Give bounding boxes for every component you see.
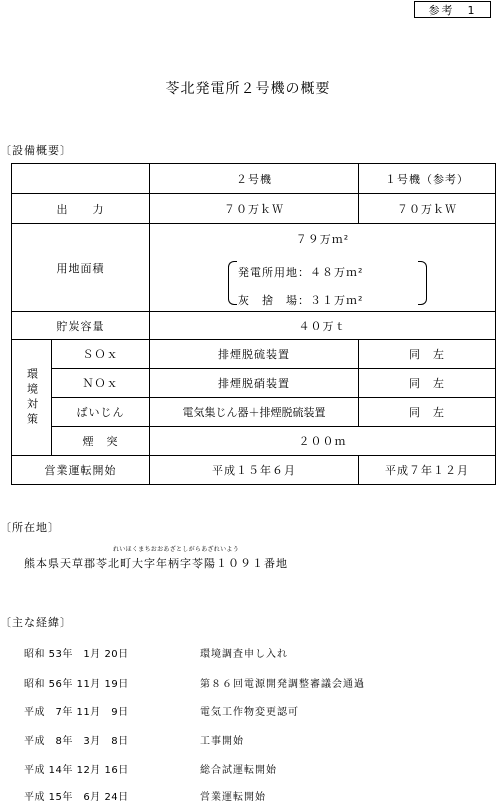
address: 熊本県天草郡苓北町大字年柄字苓陽１０９１番地 — [24, 557, 288, 570]
chimney-label: 煙 突 — [52, 427, 150, 456]
table-header-row — [12, 164, 496, 194]
history-event: 総合試運転開始 — [200, 765, 277, 776]
header-blank-cell — [12, 164, 150, 194]
dust-unit2: 電気集じん器＋排煙脱硫装置 — [150, 398, 359, 427]
history-event: 第８６回電源開発調整審議会通過 — [200, 679, 365, 690]
history-item — [24, 761, 277, 776]
address-ruby: れいほくまちおおあざとしがらあざれいよう — [113, 546, 240, 553]
dust-label: ばいじん — [52, 398, 150, 427]
history-event: 工事開始 — [200, 736, 244, 747]
output-label: 出 力 — [12, 194, 150, 224]
history-event: 営業運転開始 — [200, 792, 266, 803]
nox-unit2: 排煙脱硝装置 — [150, 369, 359, 398]
table-row-nox — [12, 369, 496, 398]
location-heading: 〔所在地〕 — [0, 521, 60, 534]
history-item — [24, 788, 266, 803]
coal-storage-value: ４０万ｔ — [150, 312, 496, 340]
sox-unit1: 同 左 — [359, 340, 496, 369]
history-date: 平成 14年 12月 16日 — [24, 765, 129, 776]
spec-table — [11, 163, 496, 485]
history-date: 平成 7年 11月 9日 — [24, 707, 129, 718]
history-item — [24, 675, 365, 690]
operation-unit2: 平成１５年６月 — [150, 456, 359, 485]
operation-unit1: 平成７年１２月 — [359, 456, 496, 485]
nox-unit1: 同 左 — [359, 369, 496, 398]
history-item — [24, 703, 299, 718]
history-event: 電気工作物変更認可 — [200, 707, 299, 718]
table-row-operation — [12, 456, 496, 485]
table-row-coal-storage — [12, 312, 496, 340]
site-area-cell — [150, 224, 496, 312]
coal-storage-label: 貯炭容量 — [12, 312, 150, 340]
site-area-plant: 発電所用地：４８万ｍ² — [238, 265, 364, 279]
table-row-output — [12, 194, 496, 224]
history-item — [24, 645, 288, 660]
site-area-label: 用地面積 — [12, 224, 150, 312]
history-date: 昭和 56年 11月 19日 — [24, 679, 129, 690]
spec-heading: 〔設備概要〕 — [0, 144, 72, 157]
table-row-dust — [12, 398, 496, 427]
operation-label: 営業運転開始 — [12, 456, 150, 485]
history-event: 環境調査申し入れ — [200, 649, 288, 660]
history-date: 昭和 53年 1月 20日 — [24, 649, 129, 660]
table-row-chimney — [12, 427, 496, 456]
output-unit1: ７０万ｋＷ — [359, 194, 496, 224]
env-label: 環境対策 — [25, 367, 39, 428]
table-row-sox — [12, 340, 496, 369]
history-heading: 〔主な経緯〕 — [0, 616, 72, 629]
sox-label: ＳＯｘ — [52, 340, 150, 369]
sox-unit2: 排煙脱硫装置 — [150, 340, 359, 369]
chimney-value: ２００ｍ — [150, 427, 496, 456]
env-label-cell — [12, 340, 52, 456]
dust-unit1: 同 左 — [359, 398, 496, 427]
nox-label: ＮＯｘ — [52, 369, 150, 398]
left-brace — [228, 261, 237, 305]
table-row-site-area — [12, 224, 496, 312]
output-unit2: ７０万ｋＷ — [150, 194, 359, 224]
reference-label: 参考 1 — [414, 1, 491, 18]
right-brace — [418, 261, 427, 305]
header-unit1: １号機（参考） — [359, 164, 496, 194]
history-date: 平成 8年 3月 8日 — [24, 736, 129, 747]
history-date: 平成 15年 6月 24日 — [24, 792, 129, 803]
history-item — [24, 732, 244, 747]
page-title: 苓北発電所２号機の概要 — [165, 81, 331, 97]
header-unit2: ２号機 — [150, 164, 359, 194]
site-area-ash: 灰 捨 場：３１万ｍ² — [238, 293, 364, 307]
site-area-total: ７９万ｍ² — [295, 232, 350, 246]
